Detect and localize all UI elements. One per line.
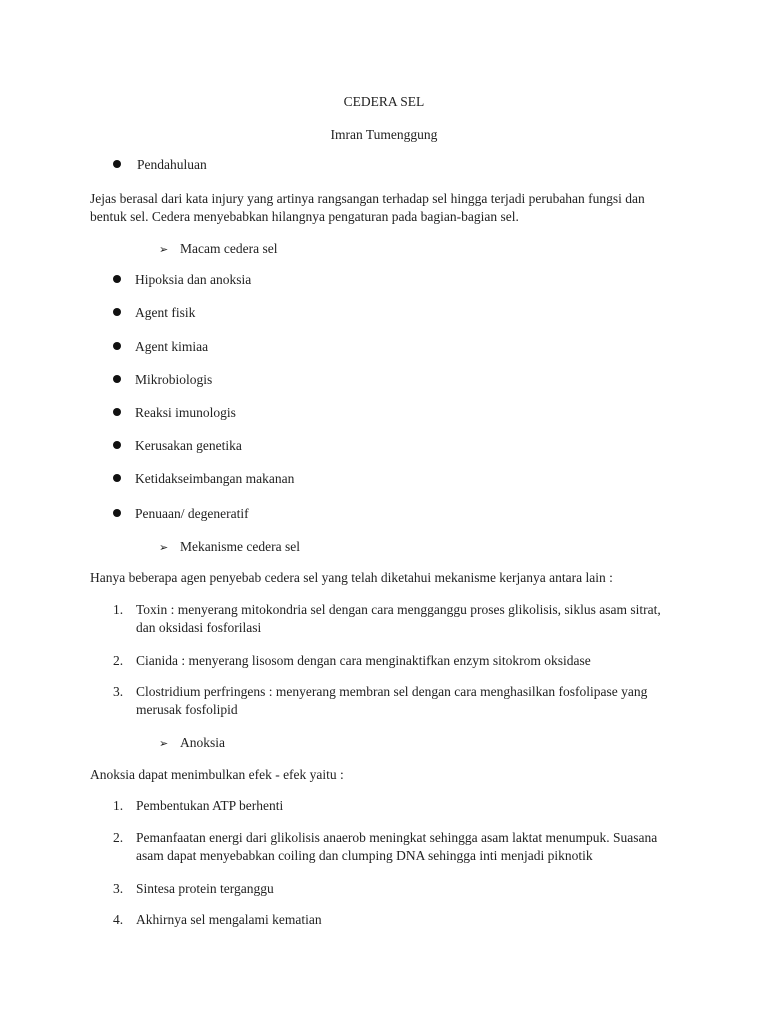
list-item: Toxin : menyerang mitokondria sel dengan cara mengganggu proses glikolisis, siklus asam sitrat, dan oksidasi fosforilasi	[136, 602, 661, 635]
list-number: 2.	[113, 653, 124, 668]
list-number: 2.	[113, 830, 124, 845]
bullet-dot-icon	[113, 308, 121, 316]
list-item: Reaksi imunologis	[135, 405, 236, 420]
list-item: Kerusakan genetika	[135, 438, 242, 453]
section2-heading: Mekanisme cedera sel	[180, 539, 300, 554]
bullet-dot-icon	[113, 160, 121, 168]
intro-heading: Pendahuluan	[137, 157, 207, 172]
list-item: Pemanfaatan energi dari glikolisis anaerob meningkat sehingga asam laktat menumpuk. Suasana asam dapat menyebabkan coiling dan clumping DNA sehingga inti menjadi piknotik	[136, 830, 658, 863]
section2-paragraph: Hanya beberapa agen penyebab cedera sel yang telah diketahui mekanisme kerjanya antara lain :	[90, 570, 613, 585]
bullet-dot-icon	[113, 441, 121, 449]
list-item: Sintesa protein terganggu	[136, 881, 274, 896]
list-item: Clostridium perfringens : menyerang membran sel dengan cara menghasilkan fosfolipase yang merusak fosfolipid	[136, 684, 648, 717]
bullet-dot-icon	[113, 375, 121, 383]
list-number: 3.	[113, 684, 124, 699]
section3-paragraph: Anoksia dapat menimbulkan efek - efek yaitu :	[90, 767, 344, 782]
list-item: Pembentukan ATP berhenti	[136, 798, 284, 813]
arrow-bullet-icon: ➢	[159, 737, 169, 750]
list-item: Ketidakseimbangan makanan	[135, 471, 295, 486]
arrow-bullet-icon: ➢	[159, 243, 169, 256]
list-number: 3.	[113, 881, 124, 896]
bullet-dot-icon	[113, 275, 121, 283]
list-number: 1.	[113, 798, 124, 813]
bullet-dot-icon	[113, 509, 121, 517]
document-author: Imran Tumenggung	[330, 127, 438, 142]
bullet-dot-icon	[113, 342, 121, 350]
intro-paragraph: Jejas berasal dari kata injury yang artinya rangsangan terhadap sel hingga terjadi perubahan fungsi dan bentuk sel. Cedera menyebabkan hilangnya pengaturan pada bagian-bagian sel.	[90, 191, 645, 224]
bullet-dot-icon	[113, 474, 121, 482]
list-item: Agent fisik	[135, 305, 196, 320]
arrow-bullet-icon: ➢	[159, 541, 169, 554]
section3-heading: Anoksia	[180, 735, 225, 750]
document-title: CEDERA SEL	[343, 94, 425, 109]
list-item: Penuaan/ degeneratif	[135, 506, 249, 521]
list-number: 4.	[113, 912, 124, 927]
list-item: Hipoksia dan anoksia	[135, 272, 252, 287]
list-item: Mikrobiologis	[135, 372, 213, 387]
list-item: Agent kimiaa	[135, 339, 209, 354]
list-number: 1.	[113, 602, 124, 617]
bullet-dot-icon	[113, 408, 121, 416]
section1-heading: Macam cedera sel	[180, 241, 278, 256]
list-item: Akhirnya sel mengalami kematian	[136, 912, 322, 927]
list-item: Cianida : menyerang lisosom dengan cara menginaktifkan enzym sitokrom oksidase	[136, 653, 591, 668]
